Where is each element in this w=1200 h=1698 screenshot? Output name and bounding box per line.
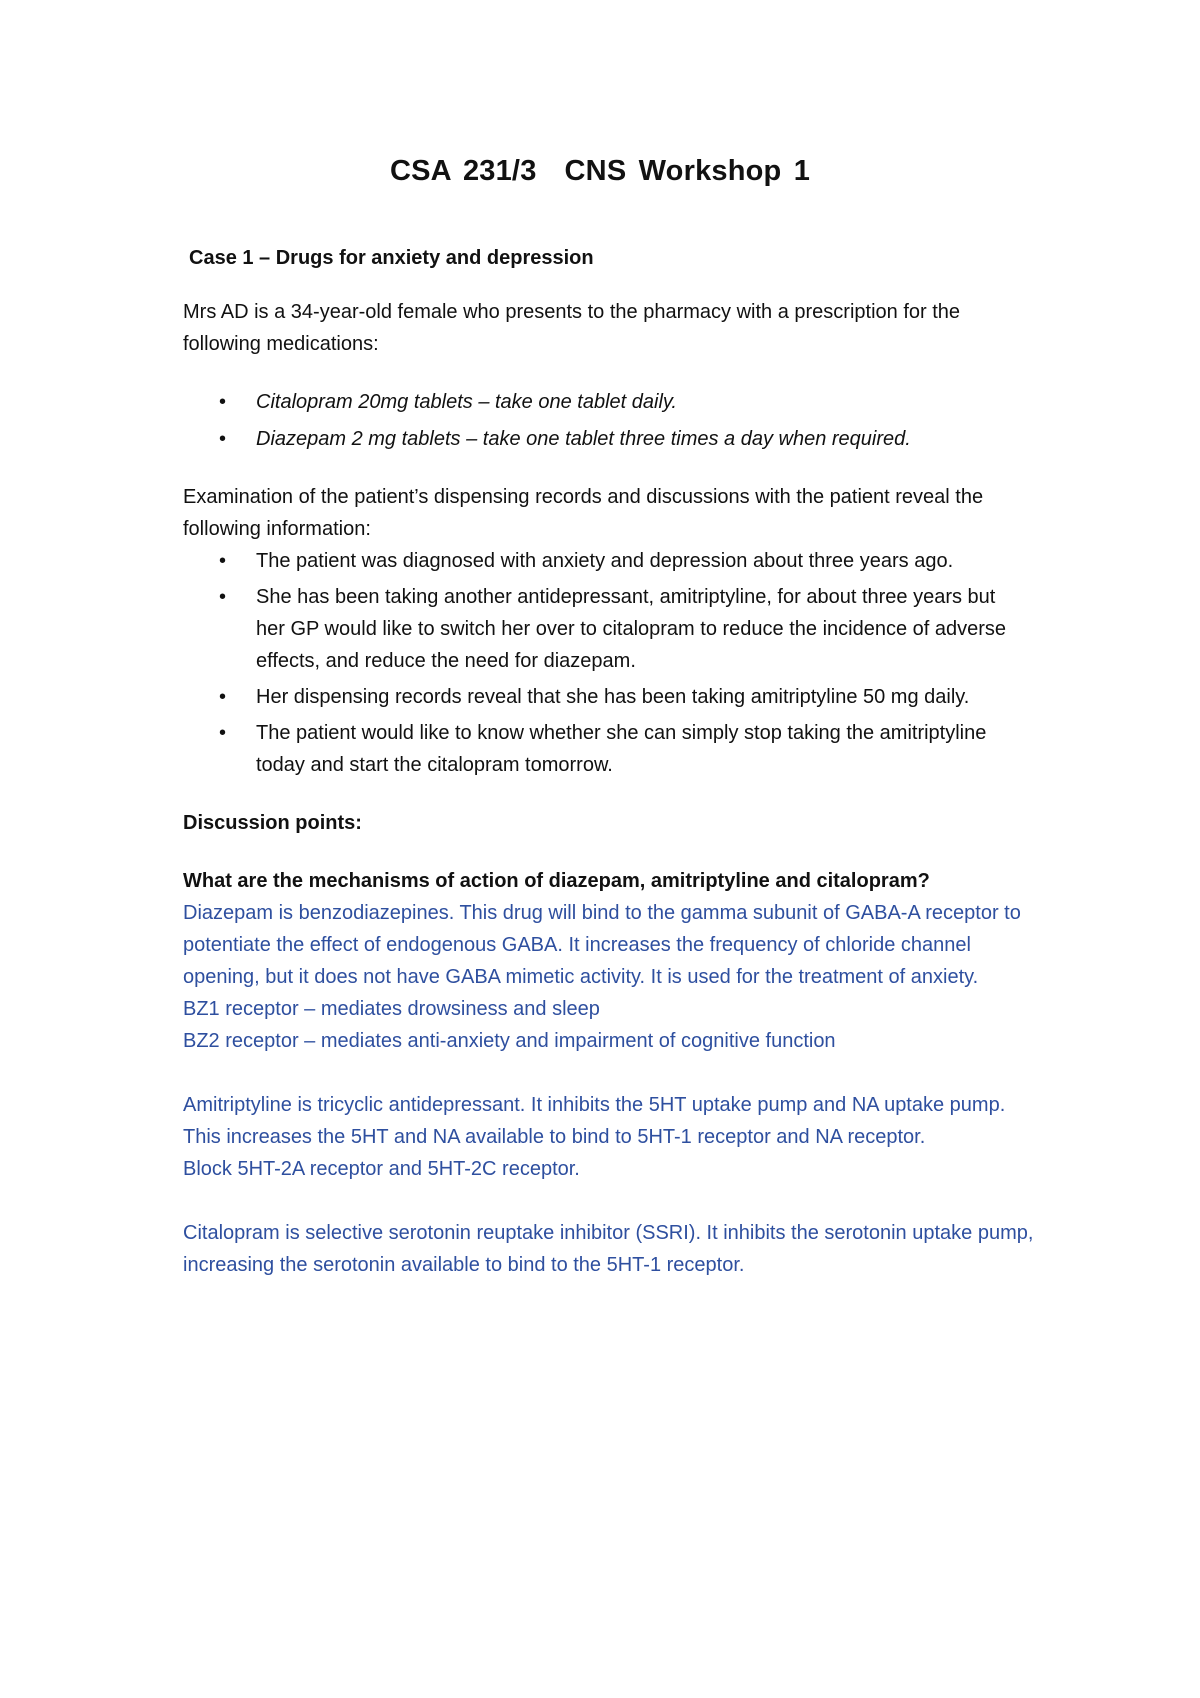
list-item — [183, 681, 1043, 713]
bullet-icon: • — [219, 586, 227, 608]
answer-text: BZ1 receptor – mediates drowsiness and sleep — [183, 998, 600, 1020]
medication-list — [183, 386, 1043, 455]
medication-text: Diazepam 2 mg tablets – take one tablet three times a day when required. — [256, 428, 911, 450]
document-body — [183, 242, 1043, 1281]
answer-text: Amitriptyline is tricyclic antidepressant. It inhibits the 5HT uptake pump and NA uptake pump. This increases the 5HT and NA available to bind to 5HT-1 receptor and NA receptor. — [183, 1094, 1006, 1148]
findings-list — [183, 545, 1043, 781]
bullet-icon: • — [219, 391, 227, 413]
finding-text: The patient would like to know whether she can simply stop taking the amitriptyline today and start the citalopram tomorrow. — [256, 722, 987, 776]
answer-text: Block 5HT-2A receptor and 5HT-2C receptor. — [183, 1158, 580, 1180]
list-item — [183, 545, 1043, 577]
list-item — [183, 423, 1043, 455]
case-heading: Case 1 – Drugs for anxiety and depression — [189, 247, 594, 269]
list-item — [183, 386, 1043, 418]
answer-text: BZ2 receptor – mediates anti-anxiety and impairment of cognitive function — [183, 1030, 836, 1052]
answer-text: Citalopram is selective serotonin reuptake inhibitor (SSRI). It inhibits the serotonin uptake pump, increasing the serotonin available to bind to the 5HT-1 receptor. — [183, 1222, 1034, 1276]
answer-amitriptyline — [183, 1089, 1043, 1185]
list-item — [183, 717, 1043, 781]
list-item — [183, 581, 1043, 677]
bullet-icon: • — [219, 428, 227, 450]
discussion-question: What are the mechanisms of action of diazepam, amitriptyline and citalopram? — [183, 870, 930, 892]
case-intro: Mrs AD is a 34-year-old female who presents to the pharmacy with a prescription for the following medications: — [183, 301, 961, 355]
medication-text: Citalopram 20mg tablets – take one tablet daily. — [256, 391, 677, 413]
bullet-icon: • — [219, 686, 227, 708]
finding-text: The patient was diagnosed with anxiety and depression about three years ago. — [256, 550, 954, 572]
finding-text: She has been taking another antidepressant, amitriptyline, for about three years but her GP would like to switch her over to citalopram to reduce the incidence of adverse effects, and reduce the need for diazepam. — [256, 586, 1007, 672]
finding-text: Her dispensing records reveal that she has been taking amitriptyline 50 mg daily. — [256, 686, 970, 708]
bullet-icon: • — [219, 722, 227, 744]
answer-diazepam — [183, 897, 1043, 1057]
course-code: CSA 231/3 — [389, 155, 537, 187]
examination-intro: Examination of the patient’s dispensing records and discussions with the patient reveal the following information: — [183, 486, 984, 540]
discussion-label: Discussion points: — [183, 812, 362, 834]
bullet-icon: • — [219, 550, 227, 572]
answer-citalopram — [183, 1217, 1043, 1281]
page-title — [0, 155, 1200, 188]
workshop-name: CNS Workshop 1 — [564, 155, 811, 187]
answer-text: Diazepam is benzodiazepines. This drug will bind to the gamma subunit of GABA-A receptor to potentiate the effect of endogenous GABA. It increases the frequency of chloride channel opening, but it does not have GABA mimetic activity. It is used for the treatment of anxiety. — [183, 902, 1021, 988]
